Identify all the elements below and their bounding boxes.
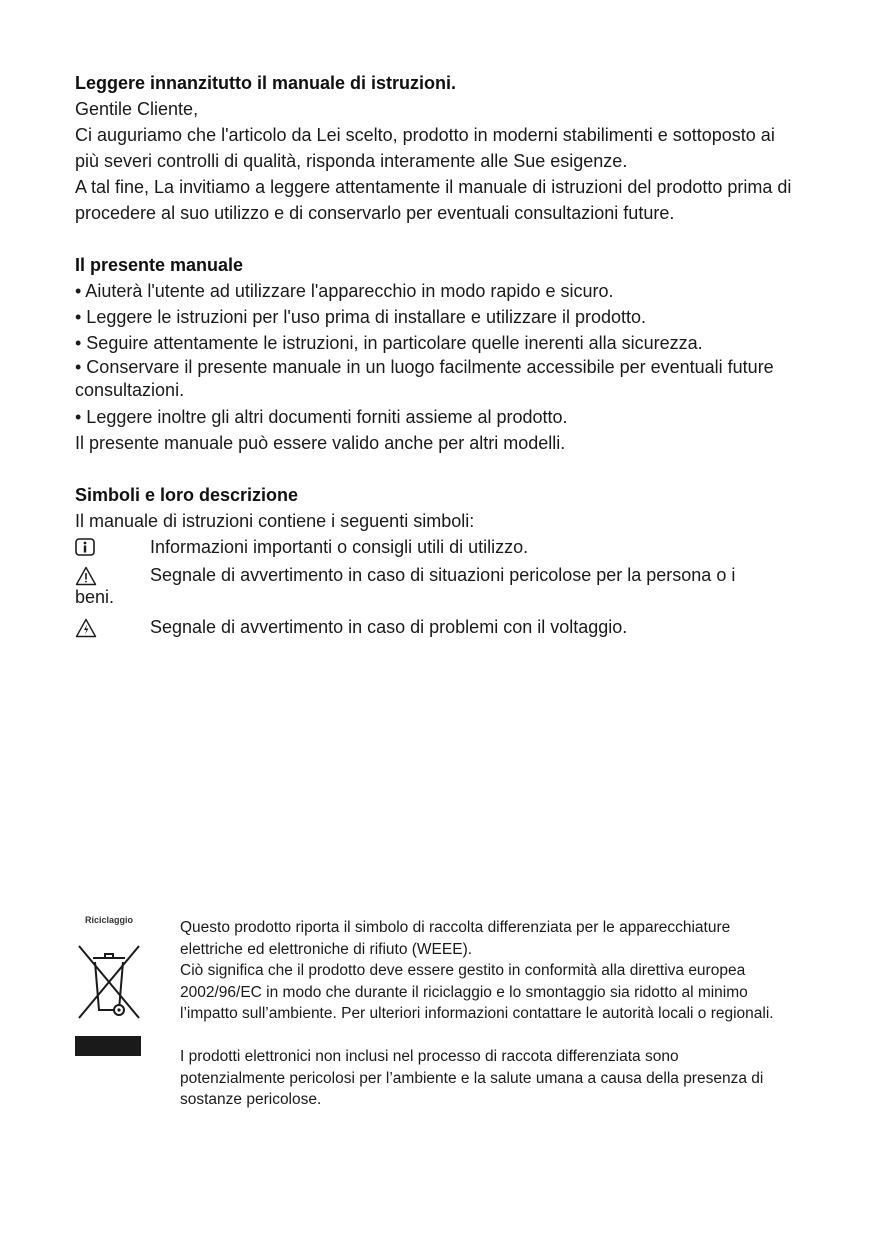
recycling-text bbox=[180, 917, 780, 1111]
intro-heading: Leggere innanzitutto il manuale di istruzioni. bbox=[75, 73, 457, 93]
symbol-warning-tail: beni. bbox=[75, 587, 115, 607]
info-icon bbox=[75, 534, 150, 560]
recycling-label: Riciclaggio bbox=[85, 915, 134, 925]
symbol-warning-text: Segnale di avvertimento in caso di situazioni pericolose per la persona o i bbox=[150, 565, 736, 585]
symbols-heading: Simboli e loro descrizione bbox=[75, 485, 299, 505]
symbol-row-warning bbox=[75, 562, 795, 588]
greeting: Gentile Cliente, bbox=[75, 99, 199, 119]
symbol-row-voltage bbox=[75, 614, 795, 640]
recycling-paragraph-2: Ciò significa che il prodotto deve essere gestito in conformità alla direttiva europea 2002/96/EC in modo che durante il riciclaggio e lo smontaggio sia ridotto al minimo l’impatto sull’ambiente. Per ulteriori informazioni contattare le autorità locali o regionali. bbox=[180, 962, 774, 1022]
manual-bullet: • Conservare il presente manuale in un luogo facilmente accessibile per eventuali future consultazioni. bbox=[75, 357, 774, 400]
recycling-bar bbox=[75, 1036, 141, 1056]
intro-paragraph-1: Ci auguriamo che l'articolo da Lei scelto, prodotto in moderni stabilimenti e sottoposto ai più severi controlli di qualità, risponda interamente alle Sue esigenze. bbox=[75, 125, 775, 171]
manual-bullet: • Leggere le istruzioni per l'uso prima di installare e utilizzare il prodotto. bbox=[75, 307, 647, 327]
manual-bullet: • Seguire attentamente le istruzioni, in particolare quelle inerenti alla sicurezza. bbox=[75, 333, 703, 353]
recycling-paragraph-3: I prodotti elettronici non inclusi nel processo di raccota differenziata sono potenzialmente pericolosi per l’ambiente e la salute umana a causa della presenza di sostanze pericolose. bbox=[180, 1048, 764, 1108]
warning-icon bbox=[75, 562, 150, 588]
manual-heading: Il presente manuale bbox=[75, 255, 244, 275]
manual-note: Il presente manuale può essere valido anche per altri modelli. bbox=[75, 433, 566, 453]
manual-page bbox=[75, 70, 795, 640]
symbol-row-info bbox=[75, 534, 795, 560]
symbols-intro: Il manuale di istruzioni contiene i seguenti simboli: bbox=[75, 511, 475, 531]
symbol-info-text: Informazioni importanti o consigli utili di utilizzo. bbox=[150, 537, 529, 557]
manual-bullet: • Aiuterà l'utente ad utilizzare l'apparecchio in modo rapido e sicuro. bbox=[75, 281, 614, 301]
intro-paragraph-2: A tal fine, La invitiamo a leggere attentamente il manuale di istruzioni del prodotto prima di procedere al suo utilizzo e di conservarlo per eventuali consultazioni future. bbox=[75, 177, 792, 223]
manual-bullet: • Leggere inoltre gli altri documenti forniti assieme al prodotto. bbox=[75, 407, 568, 427]
voltage-warning-icon bbox=[75, 614, 150, 640]
crossed-bin-icon bbox=[75, 940, 143, 1031]
recycling-paragraph-1: Questo prodotto riporta il simbolo di raccolta differenziata per le apparecchiature elettriche ed elettroniche di rifiuto (WEEE). bbox=[180, 919, 731, 958]
symbol-voltage-text: Segnale di avvertimento in caso di problemi con il voltaggio. bbox=[150, 617, 628, 637]
